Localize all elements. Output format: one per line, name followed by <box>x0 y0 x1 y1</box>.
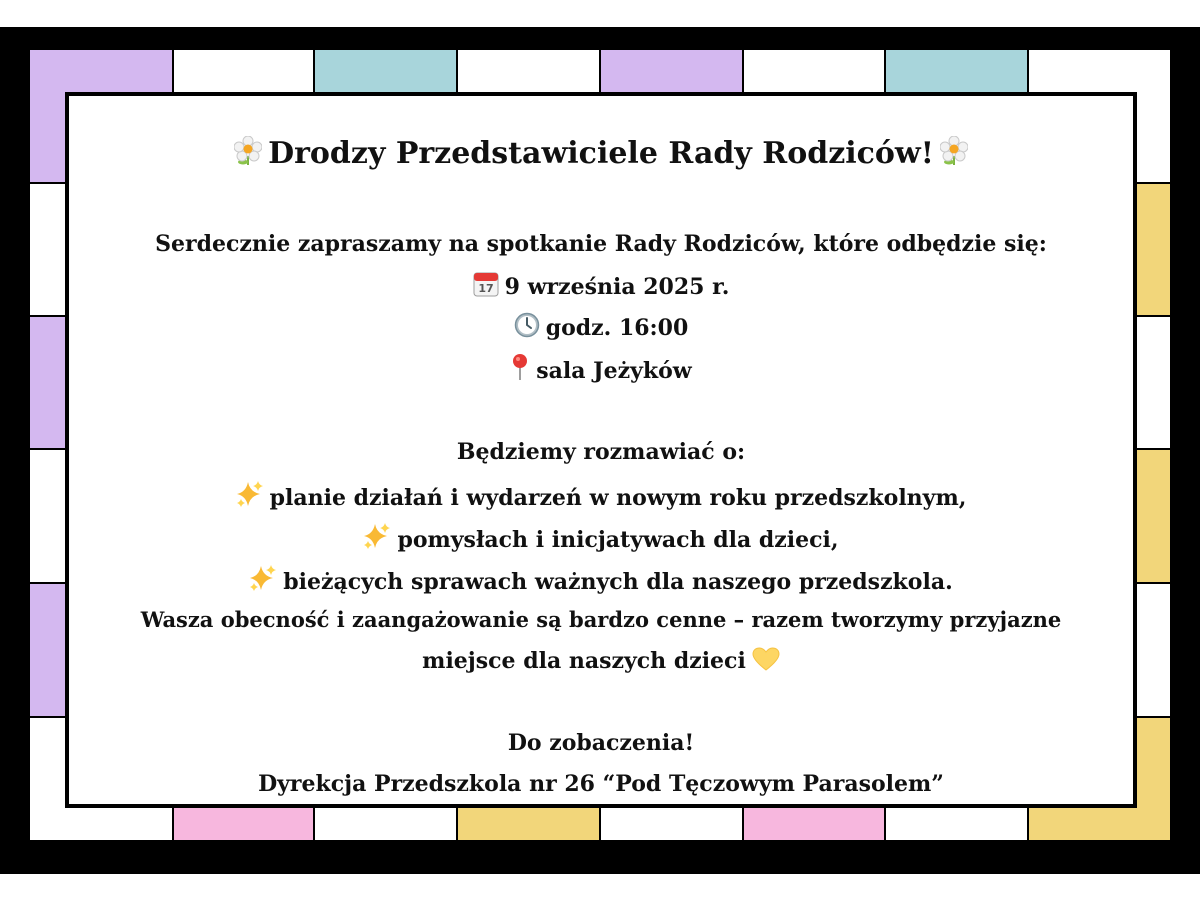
border-tile <box>744 50 884 92</box>
signature: Dyrekcja Przedszkola nr 26 “Pod Tęczowym Parasolem” <box>258 771 944 797</box>
invitation-content <box>69 96 1133 804</box>
farewell: Do zobaczenia! <box>507 730 695 756</box>
closing-text-2: miejsce dla naszych dzieci <box>422 648 746 674</box>
border-tile <box>1137 718 1170 808</box>
border-tile <box>1029 50 1170 92</box>
time-line <box>69 312 1133 343</box>
border-tile <box>1137 317 1170 448</box>
closing-text-2-line <box>69 646 1133 676</box>
border-tile <box>886 808 1027 840</box>
border-tile <box>30 584 65 716</box>
sparkles-icon <box>363 522 391 550</box>
clock-icon <box>514 312 540 338</box>
border-tile <box>601 50 742 92</box>
topic-text: pomysłach i inicjatywach dla dzieci, <box>397 527 839 553</box>
border-tile <box>744 808 884 840</box>
border-tile <box>1137 92 1170 182</box>
border-tile <box>1029 808 1170 840</box>
border-tile <box>458 50 599 92</box>
border-tile <box>458 808 599 840</box>
border-tile <box>30 92 65 182</box>
border-tile <box>30 184 65 315</box>
meeting-date: 9 września 2025 r. <box>504 274 730 300</box>
topic-text: planie działań i wydarzeń w nowym roku przedszkolnym, <box>269 485 967 511</box>
border-tile <box>30 450 65 582</box>
border-tile <box>1137 450 1170 582</box>
sparkles-icon <box>249 564 277 592</box>
closing-text: Wasza obecność i zaangażowanie są bardzo cenne – razem tworzymy przyjazne <box>140 607 1062 632</box>
topic-item <box>69 564 1133 597</box>
pin-icon <box>510 353 530 381</box>
border-tile <box>886 50 1027 92</box>
flower-icon <box>940 136 968 166</box>
border-tile <box>601 808 742 840</box>
border-tile <box>315 50 456 92</box>
border-tile <box>30 718 65 808</box>
yellow-heart-icon <box>752 647 780 671</box>
border-tile <box>1137 584 1170 716</box>
date-line <box>69 271 1133 302</box>
topic-item <box>69 480 1133 513</box>
calendar-icon <box>473 271 499 297</box>
border-tile <box>1137 184 1170 315</box>
topic-item <box>69 522 1133 555</box>
invite-text: Serdecznie zapraszamy na spotkanie Rady Rodziców, które odbędzie się: <box>155 231 1047 257</box>
invitation-title-line <box>69 134 1133 174</box>
border-tile <box>174 808 313 840</box>
topic-text: bieżących sprawach ważnych dla naszego przedszkola. <box>283 569 953 595</box>
border-tile <box>315 808 456 840</box>
sparkles-icon <box>236 480 264 508</box>
invitation-card <box>65 92 1137 808</box>
topics-heading: Będziemy rozmawiać o: <box>456 439 746 465</box>
meeting-time: godz. 16:00 <box>545 315 689 341</box>
border-tile <box>174 50 313 92</box>
svg-text:17: 17 <box>477 282 494 295</box>
place-line <box>69 353 1133 386</box>
border-tile <box>30 317 65 448</box>
flower-icon <box>234 136 262 166</box>
meeting-place: sala Jeżyków <box>536 358 692 384</box>
border-tile <box>30 808 172 840</box>
invitation-title: Drodzy Przedstawiciele Rady Rodziców! <box>268 136 934 171</box>
border-tile <box>30 50 172 92</box>
